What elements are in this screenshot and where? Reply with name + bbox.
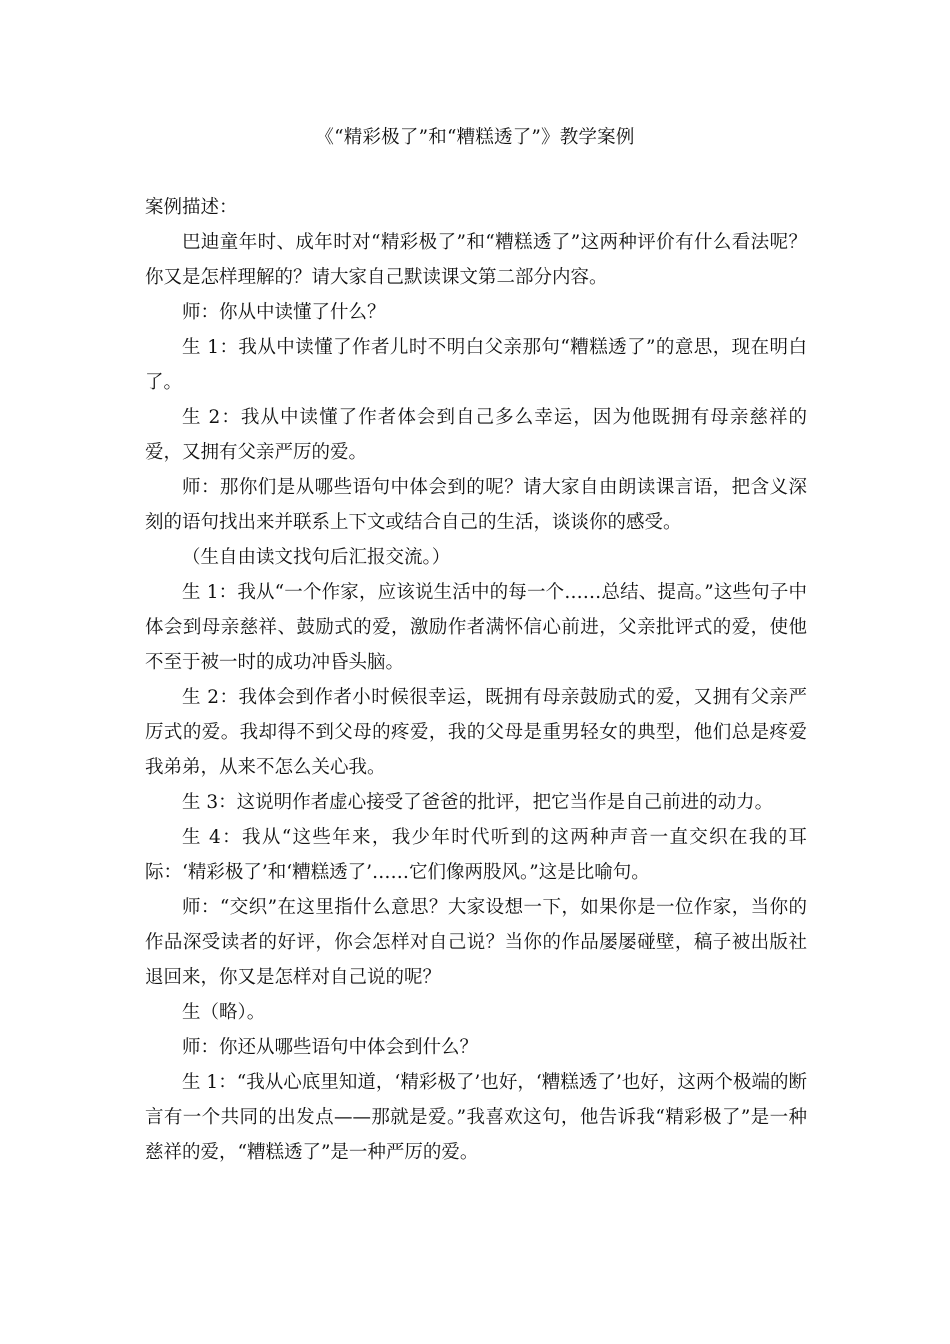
paragraph: 生 4：我从“这些年来，我少年时代听到的这两种声音一直交织在我的耳际：‘精彩极了’和‘糟糕透了’……它们像两股风。”这是比喻句。: [145, 827, 807, 883]
paragraph: 巴迪童年时、成年时对“精彩极了”和“糟糕透了”这两种评价有什么看法呢？你又是怎样理解的？请大家自己默读课文第二部分内容。: [145, 232, 807, 288]
paragraph: （生自由读文找句后汇报交流。）: [182, 547, 451, 568]
paragraph: 生（略）。: [182, 1002, 266, 1023]
document-title: 《“精彩极了”和“糟糕透了”》教学案例: [315, 127, 635, 148]
paragraph: 生 1：我从“一个作家，应该说生活中的每一个……总结、提高。”这些句子中体会到母亲慈祥、鼓励式的爱，激励作者满怀信心前进，父亲批评式的爱，使他不至于被一时的成功冲昏头脑。: [145, 582, 807, 673]
paragraph: 生 2：我体会到作者小时候很幸运，既拥有母亲鼓励式的爱，又拥有父亲严厉式的爱。我却得不到父母的疼爱，我的父母是重男轻女的典型，他们总是疼爱我弟弟，从来不怎么关心我。: [145, 687, 807, 778]
paragraph: 师：你从中读懂了什么？: [182, 302, 386, 323]
paragraph: 师：你还从哪些语句中体会到什么？: [182, 1037, 479, 1058]
paragraph: 生 1：“我从心底里知道，‘精彩极了’也好，‘糟糕透了’也好，这两个极端的断言有一个共同的出发点——那就是爱。”我喜欢这句，他告诉我“精彩极了”是一种慈祥的爱，“糟糕透了”是一种严厉的爱。: [145, 1072, 807, 1163]
document-body: [145, 190, 807, 1170]
paragraph: 师：那你们是从哪些语句中体会到的呢？请大家自由朗读课言语，把含义深刻的语句找出来并联系上下文或结合自己的生活，谈谈你的感受。: [145, 477, 807, 533]
paragraph: 生 1：我从中读懂了作者儿时不明白父亲那句“糟糕透了”的意思，现在明白了。: [145, 337, 807, 393]
section-heading: 案例描述：: [145, 197, 238, 218]
paragraph: 生 3：这说明作者虚心接受了爸爸的批评，把它当作是自己前进的动力。: [182, 792, 774, 813]
paragraph: 生 2：我从中读懂了作者体会到自己多么幸运，因为他既拥有母亲慈祥的爱，又拥有父亲严厉的爱。: [145, 407, 807, 463]
paragraph: 师：“交织”在这里指什么意思？大家设想一下，如果你是一位作家，当你的作品深受读者的好评，你会怎样对自己说？当你的作品屡屡碰壁，稿子被出版社退回来，你又是怎样对自己说的呢？: [145, 897, 807, 988]
